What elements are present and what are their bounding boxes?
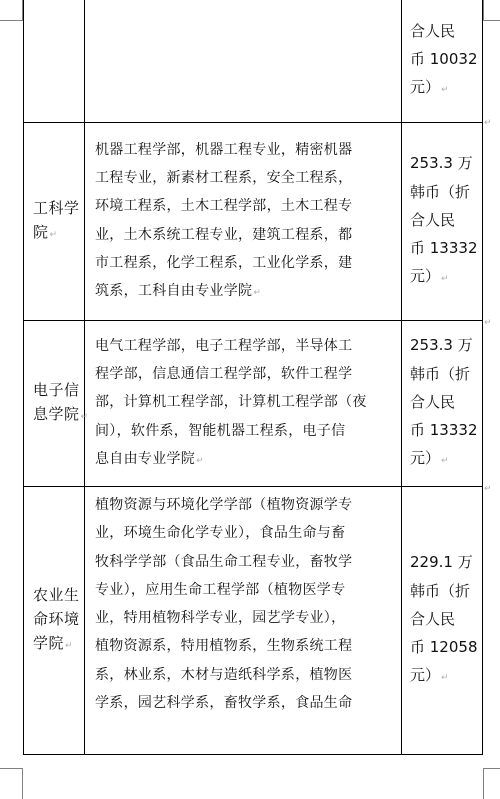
majors-line: 电气工程学部，电子工程学部，半导体工 [95, 337, 353, 354]
fee-line: 元） [410, 267, 441, 286]
fee-cell [402, 321, 483, 487]
majors-cell [85, 321, 402, 487]
table-row [24, 487, 483, 755]
college-cell [24, 123, 85, 321]
majors-line: 系，林业系，木材与造纸科学系，植物医 [95, 666, 353, 683]
fee-cell [402, 123, 483, 321]
majors-line: 市工程系，化学工程系，工业化学系，建 [95, 254, 353, 271]
college-line: 学院 [33, 634, 65, 652]
college-line: 农业生 [33, 586, 80, 604]
majors-line: 环境工程系，土木工程学部，土木工程专 [95, 198, 353, 215]
row-end-mark: ↵ [484, 484, 492, 494]
college-line: 院 [33, 223, 49, 241]
majors-line: 专业），应用生命工程学部（植物医学专 [95, 581, 346, 598]
fee-line: 元） [410, 449, 441, 468]
majors-cell [85, 0, 402, 123]
majors-line: 筑系，工科自由专业学院 [95, 283, 253, 300]
majors-line: 机器工程学部，机器工程专业，精密机器 [95, 141, 353, 158]
majors-line: 植物资源与环境化学学部（植物资源学专 [95, 497, 353, 513]
fee-cell [402, 487, 483, 755]
fee-line: 币 13332 [410, 239, 478, 258]
table-row [24, 321, 483, 487]
crop-mark-top-left [0, 0, 23, 21]
fee-line: 币 10032 [410, 49, 478, 68]
paragraph-mark: ↵ [441, 85, 449, 96]
college-cell [24, 487, 85, 755]
crop-mark-bottom-right [483, 768, 500, 799]
fee-line: 元） [410, 666, 441, 685]
fee-line: 韩币（折 [410, 581, 471, 600]
majors-line: 间），软件系，智能机器工程系，电子信 [95, 422, 346, 439]
row-end-mark: ↵ [484, 118, 492, 128]
college-cell [24, 0, 85, 123]
fee-line: 合人民 [410, 21, 456, 40]
majors-line: 业，特用植物科学专业，园艺学专业）， [95, 610, 346, 627]
majors-cell [85, 123, 402, 321]
paragraph-mark: ↵ [49, 230, 58, 240]
paragraph-mark: ↵ [253, 288, 262, 299]
majors-line: 牧科学学部（食品生命工程专业，畜牧学 [95, 553, 353, 570]
paragraph-mark: ↵ [441, 456, 449, 467]
majors-line: 业，环境生命化学专业），食品生命与畜 [95, 525, 346, 542]
college-cell [24, 321, 89, 487]
fee-line: 253.3 万 [410, 336, 473, 355]
majors-line: 植物资源系，特用植物系，生物系统工程 [95, 638, 353, 655]
paragraph-mark: ↵ [441, 673, 449, 684]
majors-line: 工程专业，新素材工程系，安全工程系， [95, 169, 353, 186]
majors-line: 息自由专业学院 [95, 450, 196, 467]
crop-mark-top-right [483, 0, 500, 21]
crop-mark-bottom-left [0, 768, 23, 799]
majors-line: 学系，园艺科学系，畜牧学系，食品生命 [95, 695, 353, 712]
fee-cell [402, 0, 483, 123]
fee-line: 合人民 [410, 210, 456, 229]
fee-line: 币 12058 [410, 638, 478, 657]
majors-line: 程学部，信息通信工程学部，软件工程学 [95, 366, 353, 383]
college-line: 电子信 [33, 381, 80, 399]
paragraph-mark: ↵ [441, 274, 449, 285]
fee-line: 韩币（折 [410, 182, 471, 201]
college-line: 工科学 [33, 199, 80, 217]
fee-line: 币 13332 [410, 421, 478, 440]
fee-line: 元） [410, 78, 441, 97]
college-fees-table [23, 0, 483, 755]
fee-line: 229.1 万 [410, 553, 473, 572]
college-line: 息学院 [33, 405, 80, 423]
majors-line: 部，计算机工程学部，计算机工程学部（夜 [95, 394, 367, 411]
table-row [24, 123, 483, 321]
college-line: 命环境 [33, 610, 80, 628]
majors-line: 业，土木系统工程专业，建筑工程系，都 [95, 226, 353, 243]
majors-cell [85, 487, 402, 755]
fee-line: 合人民 [410, 609, 456, 628]
paragraph-mark: ↵ [196, 455, 204, 466]
paragraph-mark: ↵ [65, 641, 74, 651]
fee-line: 253.3 万 [410, 154, 473, 173]
table-row [24, 0, 483, 123]
row-end-mark: ↵ [484, 318, 492, 328]
fee-line: 合人民 [410, 392, 456, 411]
paragraph-mark: ↵ [80, 412, 89, 422]
fee-line: 韩币（折 [410, 364, 471, 383]
